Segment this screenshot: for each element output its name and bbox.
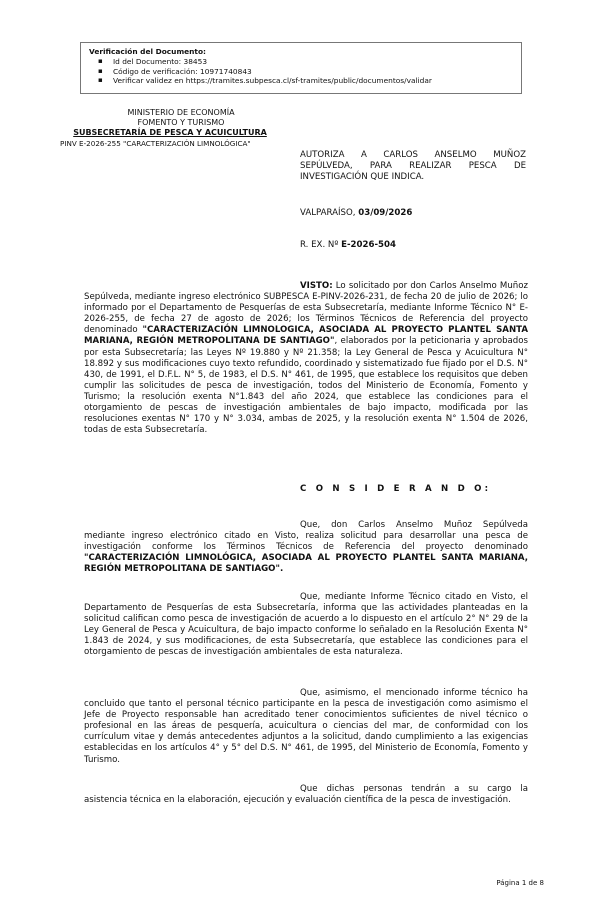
verification-box bbox=[80, 42, 522, 94]
considerando-3-text: Que, asimismo, el mencionado informe técnico ha concluido que tanto el personal técnico participante en la pesca de investigación como asimismo el Jefe de Proyecto responsable han acreditado tener conocimientos suficientes de nivel técnico o profesional en las áreas de pesquería, acuicultura o ciencias del mar, de conformidad con los currículum vitae y demás antecedentes adjuntos a la solicitud, dando cumplimiento a las exigencias establecidas en los artículos 4° y 5° del D.S. N° 461, de 1995, del Ministerio de Economía, Fomento y Turismo. bbox=[84, 688, 528, 765]
page-number: Página 1 de 8 bbox=[496, 879, 544, 887]
visto-text-2: , elaborados por la peticionaria y aprobados por esta Subsecretaría; las Leyes Nº 19.880 y Nº 21.358; la Ley General de Pesca y Acuicultura N° 18.892 y sus modificaciones cuyo texto refundido, coordinado y sistematizado fue fijado por el D.S. N° 430, de 1991, el D.F.L. N° 5, de 1983, el D.S. N° 461, de 1995, que establece los requisitos que deben cumplir las solicitudes de pesca de investigación, todos del Ministerio de Economía, Fomento y Turismo; la resolución exenta N°1.843 del año 2024, que establece las condiciones para el otorgamiento de pescas de investigación ambientales de bajo impacto, modificada por las resoluciones exentas N° 170 y N° 3.034, ambas de 2025, y la resolución exenta N° 1.504 de 2026, todas de esta Subsecretaría. bbox=[84, 336, 528, 436]
considerando-1-project-name: "CARACTERIZACIÓN LIMNOLÓGICA, ASOCIADA AL PROYECTO PLANTEL SANTA MARIANA, REGIÓN METROPOLITANA DE SANTIAGO". bbox=[84, 553, 528, 575]
visto-paragraph bbox=[84, 281, 528, 436]
ministry-line2: FOMENTO Y TURISMO bbox=[137, 118, 225, 127]
resolution-date: 03/09/2026 bbox=[358, 208, 413, 218]
summary-line-1: AUTORIZA A CARLOS ANSELMO MUÑOZ bbox=[300, 150, 526, 160]
visto-project-name: "CARACTERIZACIÓN LIMNOLOGICA, ASOCIADA AL PROYECTO PLANTEL SANTA MARIANA, REGIÓN METROPOLITANA DE SANTIAGO" bbox=[84, 325, 528, 347]
summary-line-2: SEPÚLVEDA, PARA REALIZAR PESCA DE bbox=[300, 161, 526, 172]
resolution-summary bbox=[300, 150, 526, 183]
considerando-paragraph-1 bbox=[84, 520, 528, 575]
considerando-paragraph-4 bbox=[84, 784, 528, 806]
considerando-heading: C O N S I D E R A N D O: bbox=[300, 484, 492, 494]
considerando-2-text: Que, mediante Informe Técnico citado en Visto, el Departamento de Pesquerías de esta Subsecretaría, informa que las actividades planteadas en la solicitud califican como pesca de investigación de acuerdo a lo dispuesto en el artículo 2° N° 29 de la Ley General de Pesca y Acuicultura, de bajo impacto conforme lo señalado en la Resolución Exenta N° 1.843 de 2024, y sus modificaciones, de esta Subsecretaría, que establece las condiciones para el otorgamiento de pescas de investigación ambientales de esta naturaleza. bbox=[84, 592, 528, 658]
project-reference: PINV E-2026-255 "CARACTERIZACIÓN LIMNOLÓGICA" bbox=[60, 139, 251, 148]
visto-text-1: Lo solicitado por don Carlos Anselmo Muñoz Sepúlveda, mediante ingreso electrónico SUBPESCA E-PINV-2026-231, de fecha 20 de julio de 2026; lo informado por el Departamento de Pesquerías de esta Subsecretaría, mediante Informe Técnico N° E-2026-255, de fecha 27 de agosto de 2026; los Términos Técnicos de Referencia del proyecto denominado bbox=[84, 281, 528, 336]
visto-label: VISTO: bbox=[300, 281, 333, 291]
verification-url[interactable]: ▪ Verificar validez en https://tramites.subpesca.cl/sf-tramites/public/documentos/validar bbox=[113, 76, 513, 86]
subsecretaria-name: SUBSECRETARÍA DE PESCA Y ACUICULTURA bbox=[73, 128, 267, 137]
verification-list bbox=[89, 57, 513, 86]
verification-title: Verificación del Documento: bbox=[89, 47, 206, 56]
resolution-number bbox=[300, 240, 396, 251]
verification-code: ▪ Código de verificación: 10971740843 bbox=[113, 67, 513, 77]
document-id: ▪ Id del Documento: 38453 bbox=[113, 57, 513, 67]
rex-number: E-2026-504 bbox=[341, 240, 396, 250]
considerando-1-text: Que, don Carlos Anselmo Muñoz Sepúlveda mediante ingreso electrónico citado en Visto, realiza solicitud para desarrollar una pesca de investigación conforme los Términos Técnicos de Referencia del proyecto denominado bbox=[84, 520, 528, 553]
considerando-paragraph-3 bbox=[84, 688, 528, 766]
rex-label: R. EX. Nº bbox=[300, 240, 342, 250]
place: VALPARAÍSO, bbox=[300, 208, 359, 218]
considerando-4-text: Que dichas personas tendrán a su cargo la asistencia técnica en la elaboración, ejecución y evaluación científica de la pesca de investigación. bbox=[84, 784, 528, 806]
ministry-line1: MINISTERIO DE ECONOMÍA bbox=[127, 108, 235, 117]
summary-line-3: INVESTIGACIÓN QUE INDICA. bbox=[300, 172, 425, 183]
considerando-paragraph-2 bbox=[84, 592, 528, 659]
place-date bbox=[300, 208, 412, 219]
ministry-header bbox=[98, 108, 264, 128]
